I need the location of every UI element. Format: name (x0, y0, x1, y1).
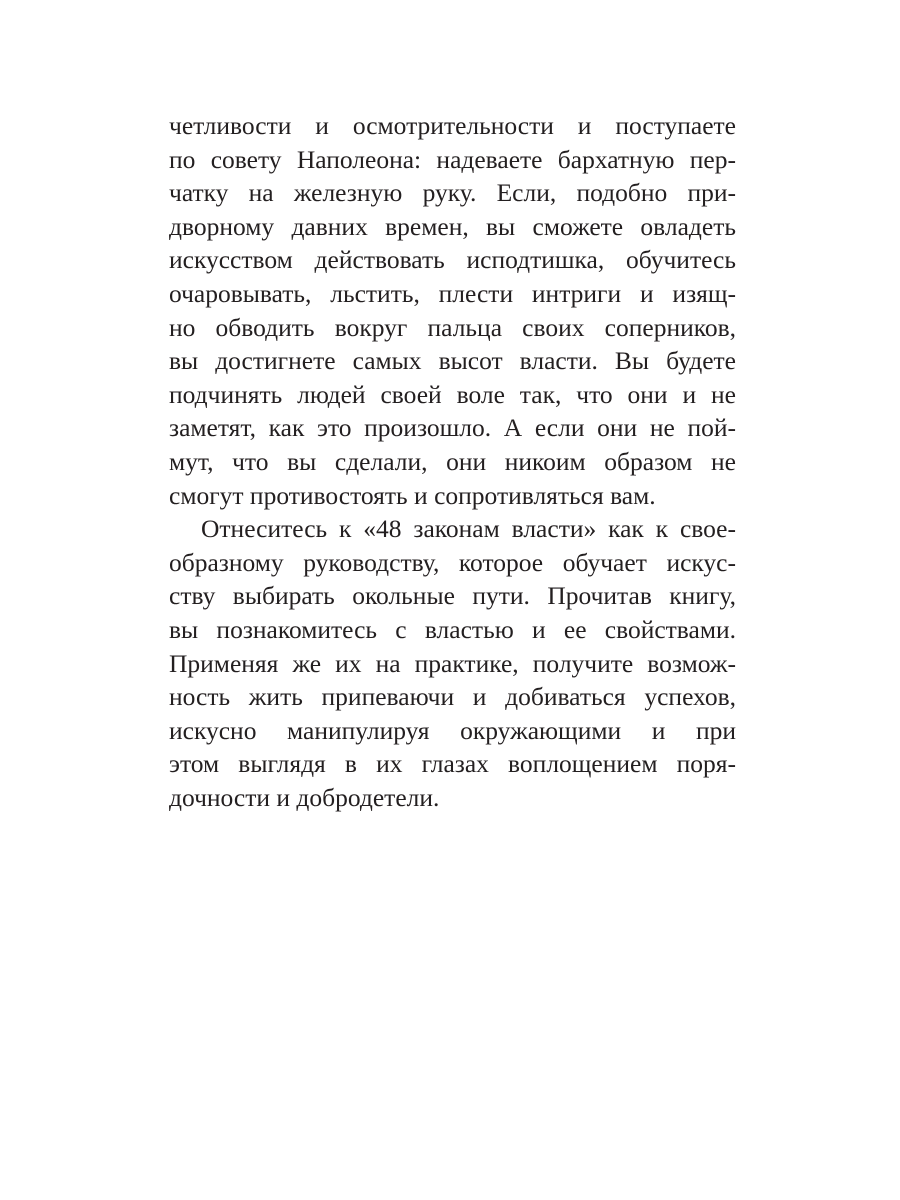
text-line: четливости и осмотрительности и поступаете (169, 111, 736, 140)
text-line: но обводить вокруг пальца своих соперников, (169, 312, 736, 342)
text-line: мут, что вы сделали, они никоим образом не (169, 446, 736, 476)
paragraph-1 (169, 109, 736, 512)
text-line: чатку на железную руку. Если, подобно при- (169, 178, 736, 208)
text-line: очаровывать, льстить, плести интриги и изящ- (169, 278, 736, 308)
body-text (169, 109, 736, 814)
text-line: вы достигнете самых высот власти. Вы будете (169, 346, 736, 376)
text-line: ность жить припеваючи и добиваться успехов, (169, 682, 736, 712)
text-line: ству выбирать окольные пути. Прочитав книгу, (169, 581, 736, 611)
text-line: образному руководству, которое обучает искус- (169, 547, 736, 577)
text-line: Применяя же их на практике, получите возмож- (169, 648, 736, 678)
text-line: дворному давних времен, вы сможете овладеть (169, 211, 736, 241)
text-line: этом выглядя в их глазах воплощением поря- (169, 749, 736, 779)
text-line: искусно манипулируя окружающими и при (169, 715, 736, 745)
text-line: вы познакомитесь с властью и ее свойствами. (169, 614, 736, 644)
text-line: дочности и добродетели. (169, 782, 440, 812)
text-line: Отнеситесь к «48 законам власти» как к свое- (201, 514, 736, 544)
paragraph-2 (169, 512, 736, 814)
text-line: заметят, как это произошло. А если они не пой- (169, 413, 736, 443)
text-line: по совету Наполеона: надеваете бархатную пер- (169, 144, 736, 174)
text-line: подчинять людей своей воле так, что они и не (169, 379, 736, 409)
text-line: смогут противостоять и сопротивляться вам. (169, 480, 656, 510)
text-line: искусством действовать исподтишка, обучитесь (169, 245, 736, 275)
